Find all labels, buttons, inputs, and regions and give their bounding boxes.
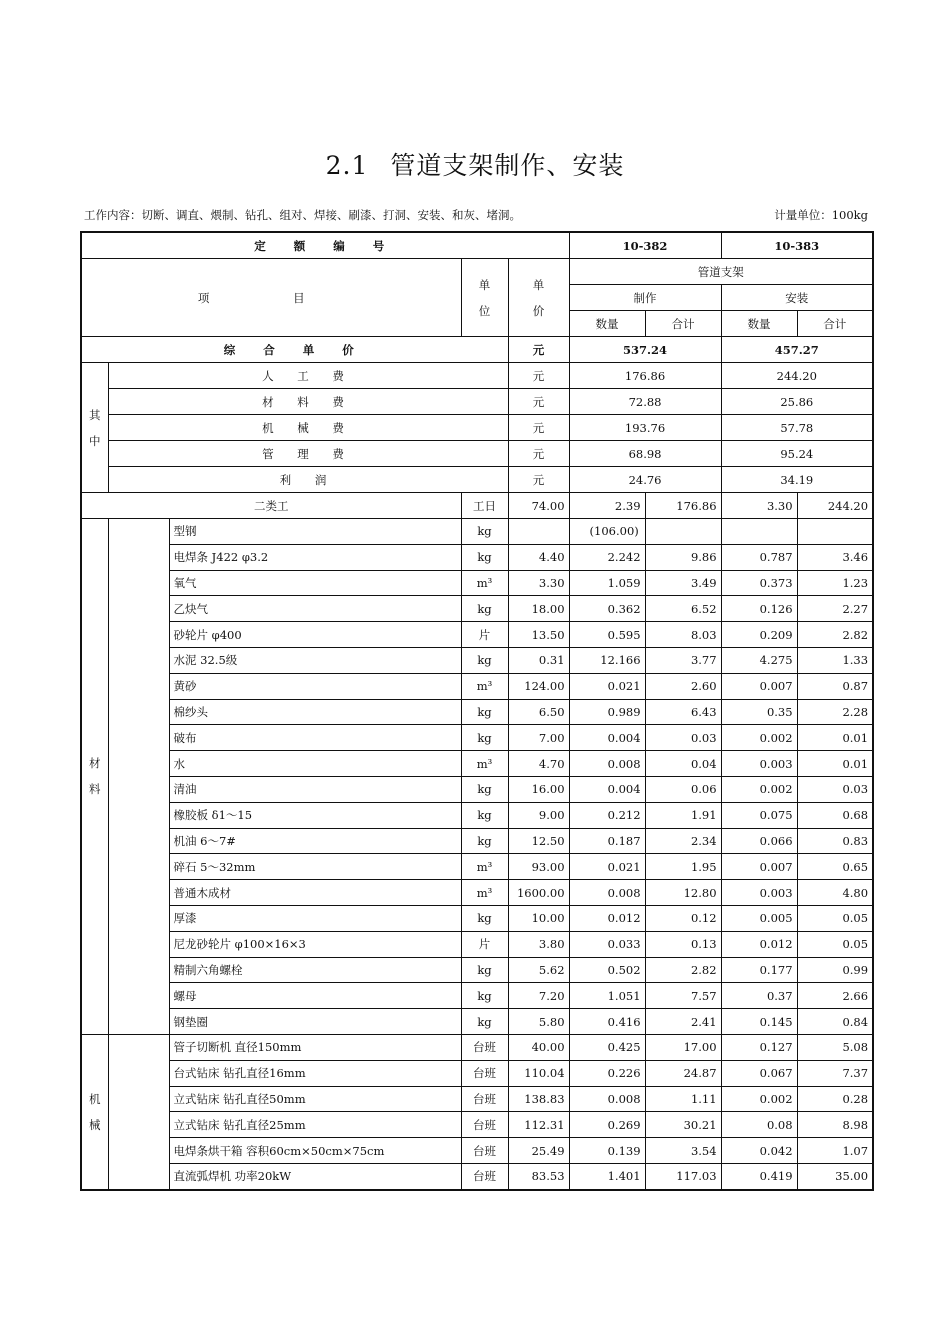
material-row-unit: 片 [461,931,508,957]
material-row-total-2: 0.99 [797,957,873,983]
machine-row-price: 112.31 [508,1112,569,1138]
machine-row-qty-2: 0.002 [721,1086,797,1112]
material-row-qty-2: 0.007 [721,673,797,699]
material-row [81,647,873,673]
machine-row-label: 机械 [81,1034,108,1189]
material-row-price: 5.80 [508,1009,569,1035]
machine-row-price: 83.53 [508,1163,569,1189]
material-row-unit: kg [461,725,508,751]
total-label: 合计 [797,311,873,337]
machine-row [81,1034,873,1060]
material-row-unit: kg [461,596,508,622]
material-row-total-1: 2.82 [645,957,721,983]
machine-row-qty-2: 0.067 [721,1060,797,1086]
material-row-qty-1: 0.033 [569,931,645,957]
material-row-qty-1: 0.008 [569,880,645,906]
material-row-qty-2: 0.373 [721,570,797,596]
among-value-2: 95.24 [721,441,873,467]
material-row-unit: kg [461,905,508,931]
material-row-price: 12.50 [508,828,569,854]
machine-row-total-2: 7.37 [797,1060,873,1086]
material-row-unit: kg [461,647,508,673]
material-row-price: 6.50 [508,699,569,725]
machine-row [81,1138,873,1164]
material-row-price: 5.62 [508,957,569,983]
labor-unit: 工日 [461,493,508,519]
material-row-qty-1: 0.595 [569,622,645,648]
labor-row [81,493,873,519]
material-row-qty-1: 2.242 [569,544,645,570]
unit-note: 计量单位：100kg [774,208,868,222]
material-row-price: 9.00 [508,802,569,828]
material-row-total-1: 12.80 [645,880,721,906]
material-row [81,570,873,596]
material-row-total-1: 6.43 [645,699,721,725]
material-row-qty-1: (106.00) [569,519,645,545]
material-row-price: 1600.00 [508,880,569,906]
material-row [81,828,873,854]
material-row-total-2: 0.68 [797,802,873,828]
machine-row-total-2: 1.07 [797,1138,873,1164]
quota-code-2: 10-383 [721,232,873,259]
material-row-price: 124.00 [508,673,569,699]
material-row-total-1: 2.41 [645,1009,721,1035]
material-row-name: 乙炔气 [169,596,461,622]
material-row-total-1: 3.49 [645,570,721,596]
among-unit: 元 [508,415,569,441]
material-row-qty-1: 1.051 [569,983,645,1009]
machine-row-price: 138.83 [508,1086,569,1112]
material-row-qty-2: 0.003 [721,880,797,906]
material-row-total-2: 1.23 [797,570,873,596]
material-row-qty-2: 0.37 [721,983,797,1009]
material-row-unit: kg [461,983,508,1009]
quota-table [80,231,874,1191]
among-value-2: 34.19 [721,467,873,493]
material-row-price: 4.40 [508,544,569,570]
among-value-2: 57.78 [721,415,873,441]
among-row [81,415,873,441]
machine-row-qty-1: 0.226 [569,1060,645,1086]
material-row [81,905,873,931]
summary-unit: 元 [508,337,569,363]
summary-value-2: 457.27 [721,337,873,363]
machine-row-total-2: 0.28 [797,1086,873,1112]
material-row-total-2: 0.03 [797,776,873,802]
machine-row-name: 电焊条烘干箱 容积60cm×50cm×75cm [169,1138,461,1164]
material-row-price: 3.30 [508,570,569,596]
material-row [81,880,873,906]
material-row-unit: kg [461,957,508,983]
material-row [81,544,873,570]
among-name: 材 料 费 [108,389,508,415]
material-row-qty-2 [721,519,797,545]
machinery-section [81,1034,873,1189]
material-row-name: 棉纱头 [169,699,461,725]
material-row-qty-1: 1.059 [569,570,645,596]
summary-value-1: 537.24 [569,337,721,363]
machine-row-price: 25.49 [508,1138,569,1164]
material-row-qty-2: 0.126 [721,596,797,622]
material-row [81,699,873,725]
sub-label-make: 制作 [569,285,721,311]
total-label: 合计 [645,311,721,337]
qty-label: 数量 [721,311,797,337]
material-row-name: 清油 [169,776,461,802]
material-row-name: 型钢 [169,519,461,545]
material-row [81,957,873,983]
material-row [81,854,873,880]
material-row-qty-1: 0.012 [569,905,645,931]
material-row-unit: m³ [461,570,508,596]
machine-row-qty-1: 0.425 [569,1034,645,1060]
material-row-name: 钢垫圈 [169,1009,461,1035]
among-name: 人 工 费 [108,363,508,389]
among-unit: 元 [508,467,569,493]
among-value-1: 193.76 [569,415,721,441]
material-row [81,596,873,622]
material-row-unit: kg [461,544,508,570]
material-row-total-2: 2.82 [797,622,873,648]
summary-label: 综 合 单 价 [81,337,508,363]
quota-code-1: 10-382 [569,232,721,259]
material-row-unit: kg [461,776,508,802]
material-row-total-2: 0.05 [797,905,873,931]
material-row [81,776,873,802]
material-row-price: 18.00 [508,596,569,622]
labor-total-1: 176.86 [645,493,721,519]
material-row-total-2: 0.01 [797,725,873,751]
material-row-price: 13.50 [508,622,569,648]
material-row-qty-2: 0.012 [721,931,797,957]
material-row-qty-1: 0.416 [569,1009,645,1035]
page-title [0,146,950,182]
among-value-1: 24.76 [569,467,721,493]
material-row-name: 氧气 [169,570,461,596]
material-row-qty-1: 0.004 [569,725,645,751]
material-row-total-2: 0.84 [797,1009,873,1035]
material-row-name: 水 [169,751,461,777]
material-row-qty-2: 0.209 [721,622,797,648]
machine-row-total-1: 1.11 [645,1086,721,1112]
material-row-price: 7.00 [508,725,569,751]
material-row-unit: m³ [461,854,508,880]
material-row-total-2: 4.80 [797,880,873,906]
material-row-total-2 [797,519,873,545]
machine-row-qty-1: 0.008 [569,1086,645,1112]
material-row-name: 水泥 32.5级 [169,647,461,673]
material-row-price: 10.00 [508,905,569,931]
material-row-qty-2: 0.787 [721,544,797,570]
labor-name: 二类工 [81,493,461,519]
among-name: 管 理 费 [108,441,508,467]
machine-row-qty-2: 0.127 [721,1034,797,1060]
material-row-total-2: 0.65 [797,854,873,880]
among-name: 机 械 费 [108,415,508,441]
material-row-label: 材料 [81,519,108,1035]
material-row-total-1: 3.77 [645,647,721,673]
material-row-total-2: 0.05 [797,931,873,957]
machine-row-unit: 台班 [461,1086,508,1112]
material-row-qty-1: 0.021 [569,673,645,699]
table-header [81,232,873,363]
material-row-price: 3.80 [508,931,569,957]
among-unit: 元 [508,389,569,415]
material-row-total-2: 0.87 [797,673,873,699]
material-row-total-2: 2.28 [797,699,873,725]
material-row-unit: kg [461,1009,508,1035]
machine-row-price: 40.00 [508,1034,569,1060]
section-title: 管道支架制作、安装 [390,151,625,180]
material-row-total-1: 0.13 [645,931,721,957]
material-row [81,622,873,648]
material-row-unit: m³ [461,880,508,906]
qty-label: 数量 [569,311,645,337]
material-row-name: 砂轮片 φ400 [169,622,461,648]
quota-no-label: 定 额 编 号 [81,232,569,259]
machine-row-total-1: 3.54 [645,1138,721,1164]
machine-row-unit: 台班 [461,1060,508,1086]
material-row-qty-2: 0.35 [721,699,797,725]
among-value-1: 68.98 [569,441,721,467]
among-unit: 元 [508,441,569,467]
material-row-total-2: 2.27 [797,596,873,622]
material-row-total-1: 0.03 [645,725,721,751]
labor-price: 74.00 [508,493,569,519]
material-row-qty-1: 0.989 [569,699,645,725]
material-row-price: 16.00 [508,776,569,802]
machine-row-qty-1: 0.269 [569,1112,645,1138]
material-row-qty-2: 0.002 [721,776,797,802]
material-row-name: 黄砂 [169,673,461,699]
among-name: 利 润 [108,467,508,493]
material-row [81,931,873,957]
machine-row-name: 立式钻床 钻孔直径25mm [169,1112,461,1138]
material-row-qty-1: 0.004 [569,776,645,802]
sub-label-install: 安装 [721,285,873,311]
material-row-unit: kg [461,828,508,854]
material-row-qty-2: 0.066 [721,828,797,854]
among-section [81,363,873,493]
material-row-total-2: 2.66 [797,983,873,1009]
material-row-qty-1: 0.008 [569,751,645,777]
material-row-unit: kg [461,699,508,725]
machine-row-total-1: 17.00 [645,1034,721,1060]
machine-row-qty-2: 0.042 [721,1138,797,1164]
material-row-total-1: 1.91 [645,802,721,828]
item-label: 项 目 [81,259,461,337]
machine-row-total-1: 30.21 [645,1112,721,1138]
material-row-name: 厚漆 [169,905,461,931]
material-row-price: 93.00 [508,854,569,880]
material-row-total-1: 0.12 [645,905,721,931]
material-row-gap-cell [108,519,169,1035]
machine-row-total-2: 35.00 [797,1163,873,1189]
material-row-total-1: 0.04 [645,751,721,777]
material-row [81,802,873,828]
machine-row-price: 110.04 [508,1060,569,1086]
material-row-qty-2: 0.075 [721,802,797,828]
material-row [81,983,873,1009]
section-number: 2.1 [325,151,369,180]
machine-row-unit: 台班 [461,1163,508,1189]
material-row-qty-2: 0.177 [721,957,797,983]
machine-row-qty-2: 0.08 [721,1112,797,1138]
among-row [81,441,873,467]
material-row-total-1: 6.52 [645,596,721,622]
machine-row-total-1: 24.87 [645,1060,721,1086]
machine-row-total-2: 5.08 [797,1034,873,1060]
among-value-1: 176.86 [569,363,721,389]
material-row-name: 普通木成材 [169,880,461,906]
work-content: 工作内容：切断、调直、煨制、钻孔、组对、焊接、刷漆、打洞、安装、和灰、堵洞。 [84,208,521,222]
material-row-total-1: 8.03 [645,622,721,648]
among-unit: 元 [508,363,569,389]
machine-row-unit: 台班 [461,1138,508,1164]
material-row-total-1: 7.57 [645,983,721,1009]
material-row-price: 7.20 [508,983,569,1009]
among-row [81,363,873,389]
material-row-name: 电焊条 J422 φ3.2 [169,544,461,570]
material-row-total-2: 3.46 [797,544,873,570]
material-row-qty-1: 0.021 [569,854,645,880]
material-row-unit: 片 [461,622,508,648]
material-row-qty-2: 0.003 [721,751,797,777]
among-value-1: 72.88 [569,389,721,415]
material-row-total-1: 1.95 [645,854,721,880]
labor-qty-1: 2.39 [569,493,645,519]
unit-label: 单位 [461,259,508,337]
machine-row [81,1086,873,1112]
material-row-unit: kg [461,519,508,545]
material-row [81,673,873,699]
machine-row-unit: 台班 [461,1034,508,1060]
material-row-qty-1: 0.362 [569,596,645,622]
material-row [81,1009,873,1035]
material-row-total-1: 0.06 [645,776,721,802]
material-row-qty-1: 0.187 [569,828,645,854]
labor-qty-2: 3.30 [721,493,797,519]
material-row-unit: kg [461,802,508,828]
material-row [81,725,873,751]
material-row-total-1: 9.86 [645,544,721,570]
material-row-qty-1: 12.166 [569,647,645,673]
material-row-unit: m³ [461,751,508,777]
material-row-qty-2: 4.275 [721,647,797,673]
material-row-qty-2: 0.002 [721,725,797,751]
among-row [81,467,873,493]
group-label: 管道支架 [569,259,873,285]
machine-row [81,1112,873,1138]
machine-row [81,1163,873,1189]
material-row-qty-2: 0.005 [721,905,797,931]
material-row-total-1 [645,519,721,545]
machine-row-qty-1: 1.401 [569,1163,645,1189]
material-row-price: 0.31 [508,647,569,673]
material-row-price [508,519,569,545]
machine-row [81,1060,873,1086]
among-row [81,389,873,415]
machine-row-qty-2: 0.419 [721,1163,797,1189]
material-row-total-2: 0.01 [797,751,873,777]
price-label: 单价 [508,259,569,337]
material-row-qty-2: 0.007 [721,854,797,880]
among-value-2: 25.86 [721,389,873,415]
machine-row-name: 台式钻床 钻孔直径16mm [169,1060,461,1086]
material-row-name: 螺母 [169,983,461,1009]
material-row-total-2: 0.83 [797,828,873,854]
machine-row-gap-cell [108,1034,169,1189]
machine-row-name: 管子切断机 直径150mm [169,1034,461,1060]
material-row [81,751,873,777]
materials-section [81,519,873,1035]
machine-row-unit: 台班 [461,1112,508,1138]
labor-section [81,493,873,519]
labor-total-2: 244.20 [797,493,873,519]
among-value-2: 244.20 [721,363,873,389]
machine-row-name: 直流弧焊机 功率20kW [169,1163,461,1189]
material-row-name: 机油 6～7# [169,828,461,854]
material-row-name: 破布 [169,725,461,751]
material-row-unit: m³ [461,673,508,699]
material-row-price: 4.70 [508,751,569,777]
machine-row-total-1: 117.03 [645,1163,721,1189]
material-row-qty-2: 0.145 [721,1009,797,1035]
material-row-qty-1: 0.212 [569,802,645,828]
material-row [81,519,873,545]
machine-row-name: 立式钻床 钻孔直径50mm [169,1086,461,1112]
material-row-total-1: 2.60 [645,673,721,699]
material-row-name: 精制六角螺栓 [169,957,461,983]
machine-row-qty-1: 0.139 [569,1138,645,1164]
among-label: 其中 [81,363,108,493]
material-row-total-1: 2.34 [645,828,721,854]
material-row-total-2: 1.33 [797,647,873,673]
material-row-name: 橡胶板 δ1～15 [169,802,461,828]
material-row-name: 尼龙砂轮片 φ100×16×3 [169,931,461,957]
material-row-name: 碎石 5～32mm [169,854,461,880]
machine-row-total-2: 8.98 [797,1112,873,1138]
material-row-qty-1: 0.502 [569,957,645,983]
